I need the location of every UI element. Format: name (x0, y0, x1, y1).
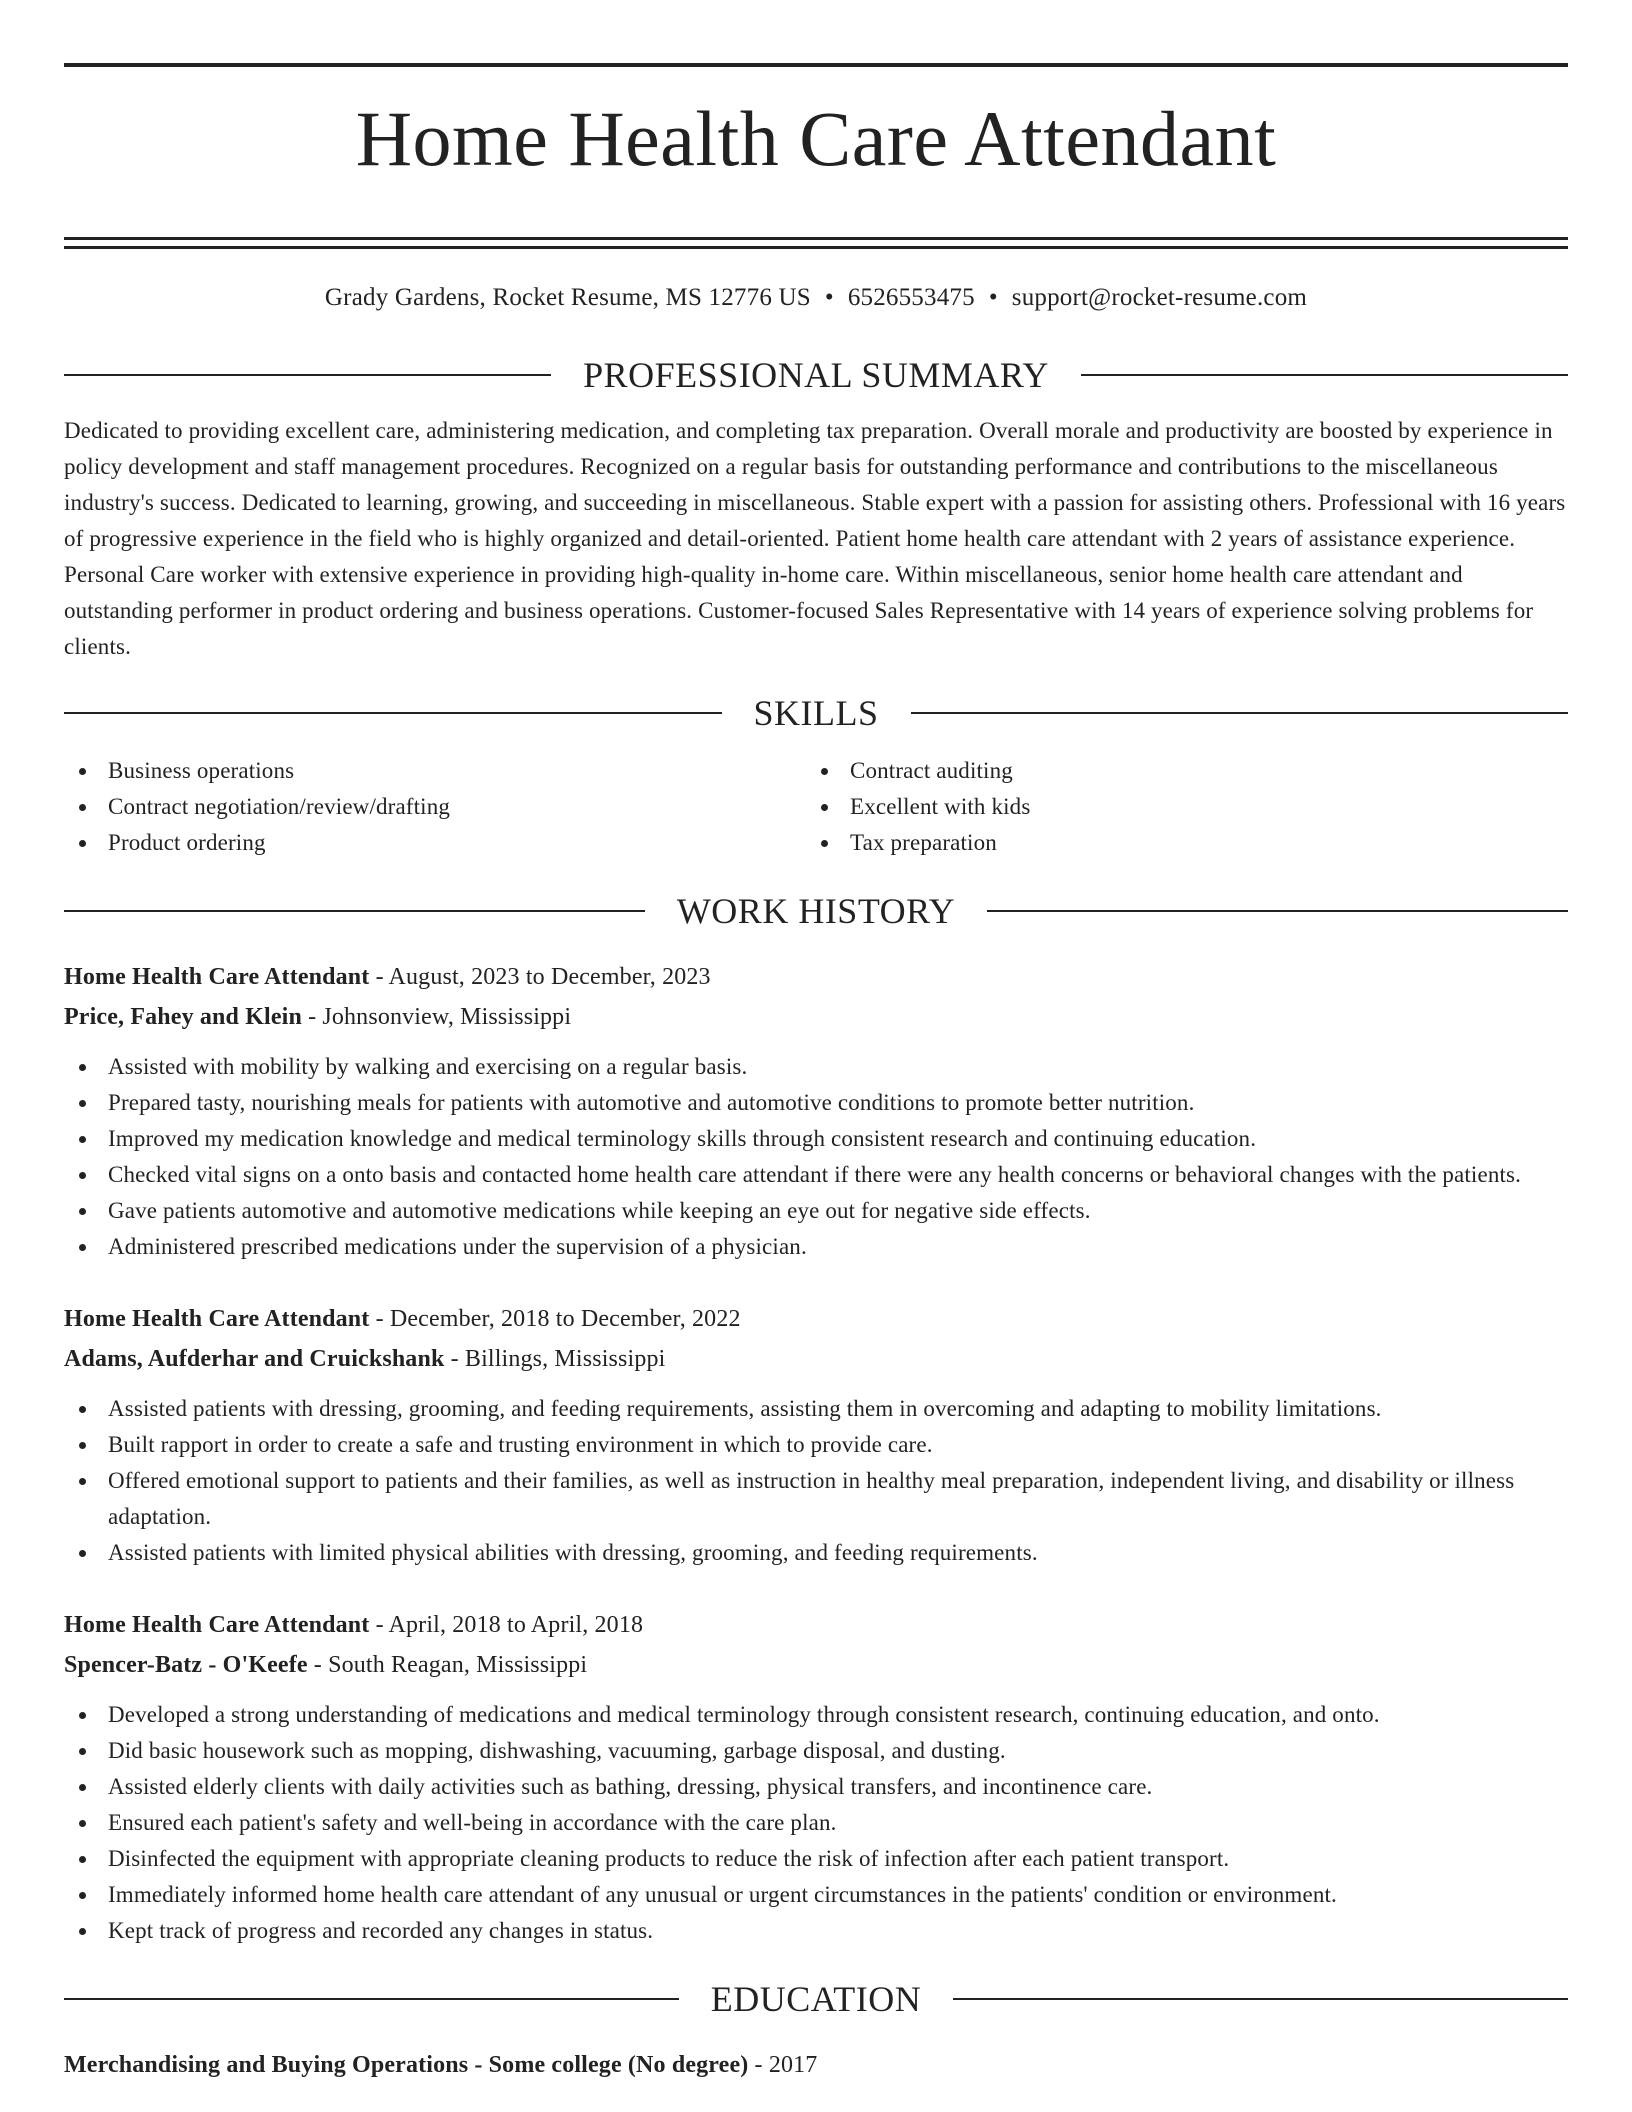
section-title: PROFESSIONAL SUMMARY (583, 355, 1049, 396)
job-bullet: Ensured each patient's safety and well-being in accordance with the care plan. (64, 1805, 1568, 1841)
skills-column-left (64, 753, 806, 861)
job-bullet: Assisted with mobility by walking and exercising on a regular basis. (64, 1049, 1568, 1085)
resume-page (64, 0, 1568, 2085)
job-company: Spencer-Batz - O'Keefe (64, 1652, 308, 1679)
job-bullet: Kept track of progress and recorded any changes in status. (64, 1913, 1568, 1949)
education-entry (64, 2045, 1568, 2085)
job-bullet: Developed a strong understanding of medications and medical terminology through consistent research, continuing education, and onto. (64, 1697, 1568, 1733)
job-location: - Johnsonview, Mississippi (301, 1004, 572, 1031)
candidate-name: Home Health Care Attendant (355, 95, 1277, 182)
skill-item: Product ordering (64, 825, 806, 861)
job-bullet: Assisted patients with limited physical abilities with dressing, grooming, and feeding requirements. (64, 1535, 1568, 1571)
top-rule (64, 63, 1568, 67)
job-title-line (64, 1299, 1568, 1339)
skill-item: Excellent with kids (806, 789, 1548, 825)
job-company-line (64, 1339, 1568, 1379)
summary-paragraph: Dedicated to providing excellent care, administering medication, and completing tax preparation. Overall morale and productivity are boosted by experience in policy development and staff management procedures. Recognized on a regular basis for outstanding performance and contributions to the miscellaneous industry's success. Dedicated to learning, growing, and succeeding in miscellaneous. Stable expert with a passion for assisting others. Professional with 16 years of progressive experience in the field who is highly organized and detail-oriented. Patient home health care attendant with 2 years of assistance experience. Personal Care worker with extensive experience in providing high-quality in-home care. Within miscellaneous, senior home health care attendant and outstanding performer in product ordering and business operations. Customer-focused Sales Representative with 14 years of experience solving problems for clients. (64, 418, 1566, 660)
contact-address: Grady Gardens, Rocket Resume, MS 12776 US (324, 284, 811, 312)
job-company: Adams, Aufderhar and Cruickshank (64, 1346, 445, 1373)
job-bullet: Immediately informed home health care attendant of any unusual or urgent circumstances in the patients' condition or environment. (64, 1877, 1568, 1913)
job-bullet: Improved my medication knowledge and medical terminology skills through consistent research and continuing education. (64, 1121, 1568, 1157)
heading-rule (64, 374, 551, 376)
job-dates: - April, 2018 to April, 2018 (369, 1612, 644, 1639)
contact-separator: • (988, 284, 998, 312)
skill-item: Tax preparation (806, 825, 1548, 861)
heading-rule (953, 1998, 1568, 2000)
section-title: WORK HISTORY (676, 891, 956, 932)
education-degree: Merchandising and Buying Operations - Some college (No degree) (64, 2052, 749, 2079)
contact-phone: 6526553475 (847, 284, 975, 312)
heading-rule (911, 712, 1569, 714)
section-title: SKILLS (753, 693, 879, 734)
job-bullet: Administered prescribed medications under the supervision of a physician. (64, 1229, 1568, 1265)
job-title: Home Health Care Attendant (64, 964, 370, 991)
job-bullet: Assisted elderly clients with daily activities such as bathing, dressing, physical transfers, and incontinence care. (64, 1769, 1568, 1805)
job-bullet: Built rapport in order to create a safe and trusting environment in which to provide care. (64, 1427, 1568, 1463)
job-entry (64, 957, 1568, 1265)
skills-column-right (806, 753, 1548, 861)
double-rule (64, 237, 1568, 249)
heading-rule (1081, 374, 1568, 376)
section-heading-summary (64, 353, 1568, 397)
skill-item: Contract auditing (806, 753, 1548, 789)
job-dates: - December, 2018 to December, 2022 (369, 1306, 741, 1333)
job-company-line (64, 1645, 1568, 1685)
job-bullet: Prepared tasty, nourishing meals for patients with automotive and automotive conditions to promote better nutrition. (64, 1085, 1568, 1121)
job-bullet: Assisted patients with dressing, grooming, and feeding requirements, assisting them in overcoming and adapting to mobility limitations. (64, 1391, 1568, 1427)
job-location: - South Reagan, Mississippi (307, 1652, 588, 1679)
job-entry (64, 1299, 1568, 1571)
education-year: - 2017 (748, 2052, 818, 2079)
heading-rule (64, 712, 722, 714)
heading-rule (64, 910, 645, 912)
contact-separator: • (824, 284, 834, 312)
section-heading-education (64, 1977, 1568, 2021)
contact-line (64, 283, 1568, 313)
job-bullet: Checked vital signs on a onto basis and contacted home health care attendant if there were any health concerns or behavioral changes with the patients. (64, 1157, 1568, 1193)
skill-item: Contract negotiation/review/drafting (64, 789, 806, 825)
section-heading-work (64, 889, 1568, 933)
job-dates: - August, 2023 to December, 2023 (369, 964, 711, 991)
job-bullet: Offered emotional support to patients and their families, as well as instruction in healthy meal preparation, independent living, and disability or illness adaptation. (64, 1463, 1568, 1535)
job-title-line (64, 957, 1568, 997)
job-bullet: Gave patients automotive and automotive medications while keeping an eye out for negative side effects. (64, 1193, 1568, 1229)
job-location: - Billings, Mississippi (444, 1346, 666, 1373)
job-title: Home Health Care Attendant (64, 1612, 370, 1639)
skill-item: Business operations (64, 753, 806, 789)
job-bullets (64, 1697, 1568, 1949)
heading-rule (64, 1998, 679, 2000)
section-heading-skills (64, 691, 1568, 735)
contact-email: support@rocket-resume.com (1011, 284, 1308, 312)
job-title-line (64, 1605, 1568, 1645)
skills-grid (64, 753, 1568, 861)
job-company: Price, Fahey and Klein (64, 1004, 302, 1031)
job-bullet: Disinfected the equipment with appropriate cleaning products to reduce the risk of infection after each patient transport. (64, 1841, 1568, 1877)
job-bullets (64, 1049, 1568, 1265)
section-title: EDUCATION (710, 1979, 922, 2020)
job-title: Home Health Care Attendant (64, 1306, 370, 1333)
heading-rule (987, 910, 1568, 912)
job-bullet: Did basic housework such as mopping, dishwashing, vacuuming, garbage disposal, and dusting. (64, 1733, 1568, 1769)
job-company-line (64, 997, 1568, 1037)
job-entry (64, 1605, 1568, 1949)
job-bullets (64, 1391, 1568, 1571)
